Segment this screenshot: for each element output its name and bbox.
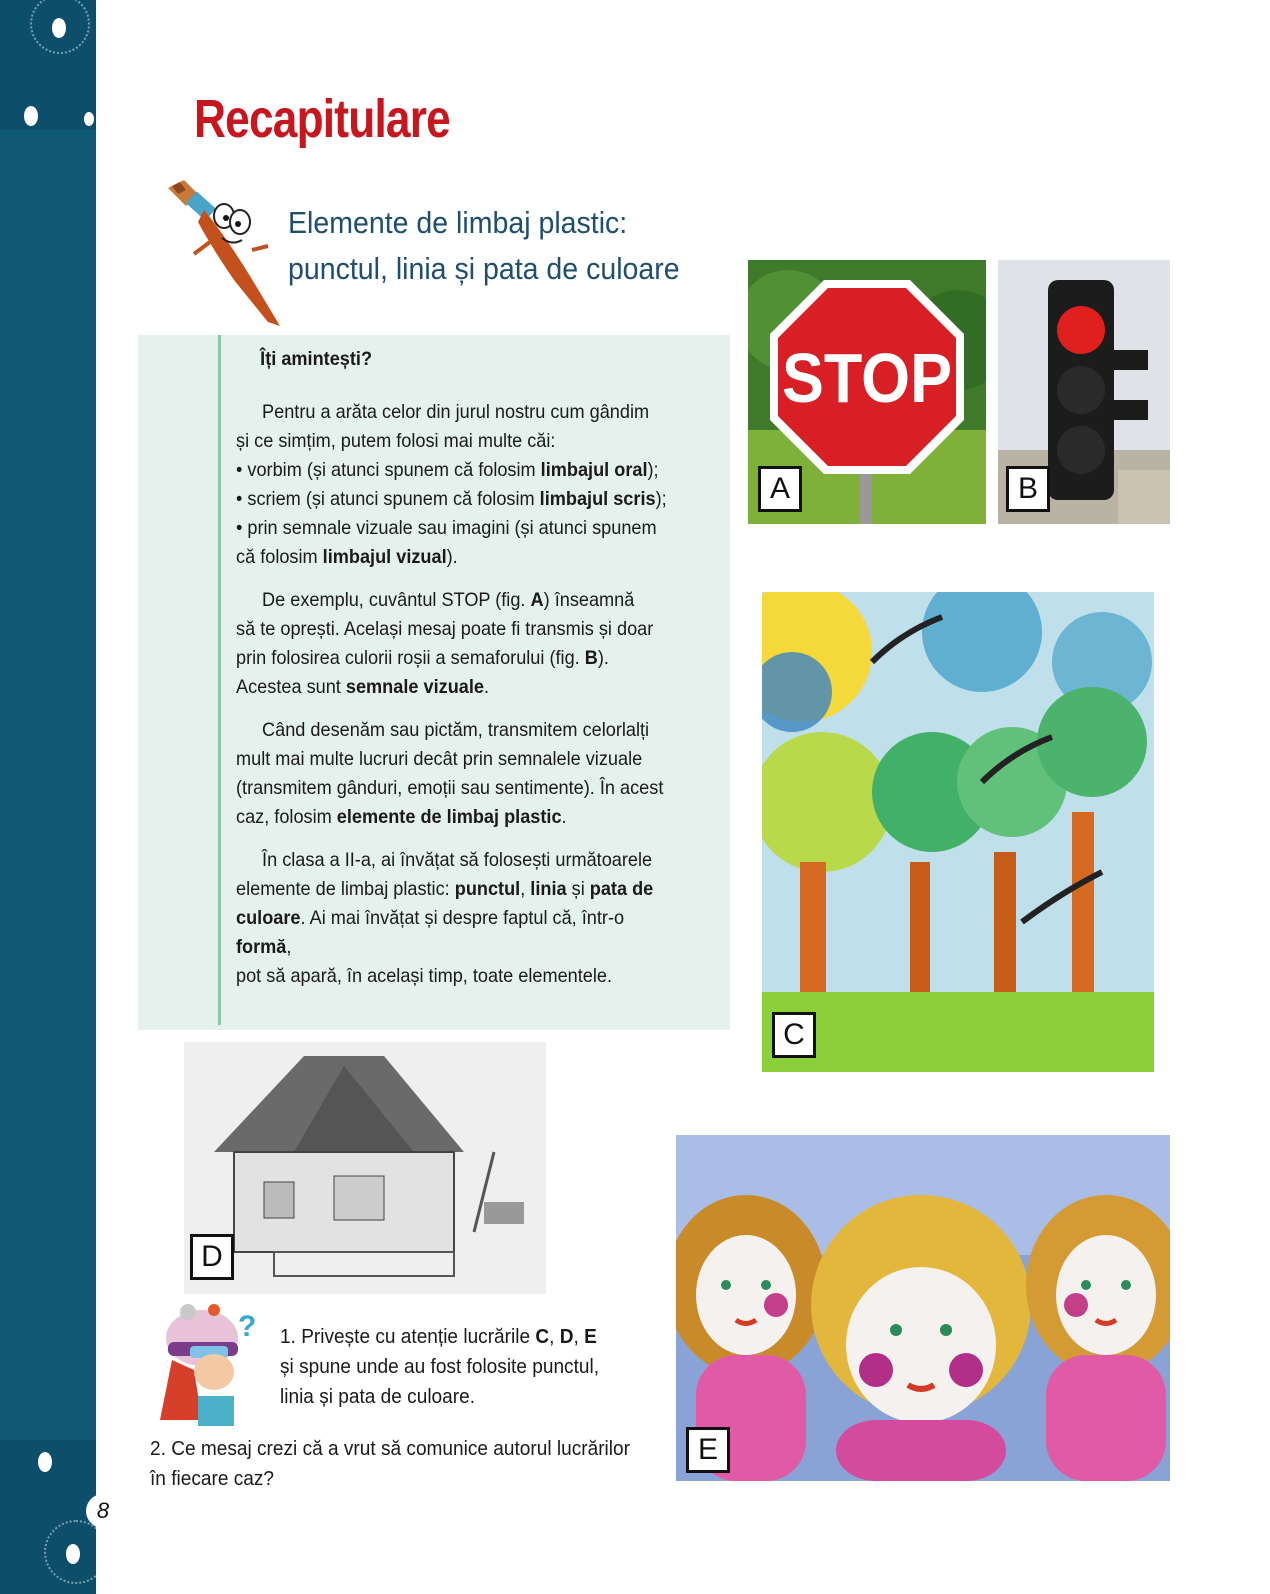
figure-label-c: C bbox=[772, 1012, 816, 1058]
text-span: , bbox=[573, 1325, 585, 1348]
bold-term: B bbox=[584, 647, 598, 669]
figure-label-a: A bbox=[758, 466, 802, 512]
figure-a-stop-sign bbox=[748, 260, 986, 524]
text-line: În clasa a II-a, ai învățat să folosești următoarele bbox=[262, 849, 653, 871]
text-line: Pentru a arăta celor din jurul nostru cum gândim bbox=[262, 401, 650, 423]
text-span: ); bbox=[647, 459, 659, 481]
text-span: . bbox=[483, 676, 490, 698]
bold-term: elemente de limbaj plastic bbox=[336, 806, 562, 828]
bold-term: limbajul oral bbox=[540, 459, 648, 481]
bold-term: A bbox=[530, 589, 544, 611]
text-span: , bbox=[549, 1325, 560, 1348]
dot-decoration bbox=[52, 18, 66, 38]
text-span: . Ai mai învățat și despre faptul că, într-o bbox=[300, 907, 625, 929]
text-line: pot să apară, în același timp, toate elementele. bbox=[236, 965, 613, 987]
text-line: și spune unde au fost folosite punctul, bbox=[280, 1355, 600, 1378]
question-mark-icon: ? bbox=[238, 1310, 257, 1343]
text-line: Când desenăm sau pictăm, transmitem celorlalți bbox=[262, 719, 650, 741]
text-span: Acestea sunt bbox=[236, 676, 346, 698]
section-subtitle bbox=[288, 200, 693, 292]
subtitle-line: punctul, linia și pata de culoare bbox=[288, 251, 680, 286]
text-line: • prin semnale vizuale sau imagini (și atunci spunem bbox=[236, 517, 657, 539]
text-line: și ce simțim, putem folosi mai multe căi: bbox=[236, 430, 556, 452]
figure-c-painting bbox=[762, 592, 1154, 1072]
dot-decoration bbox=[66, 1544, 80, 1564]
note-margin-line bbox=[218, 335, 221, 1025]
bold-term: formă bbox=[236, 936, 287, 958]
dot-decoration bbox=[24, 106, 38, 126]
text-line: să te oprești. Același mesaj poate fi transmis și doar bbox=[236, 618, 654, 640]
bold-term: E bbox=[584, 1325, 597, 1348]
text-line: 2. Ce mesaj crezi că a vrut să comunice autorul lucrărilor bbox=[150, 1437, 630, 1460]
dot-decoration bbox=[84, 112, 94, 126]
text-span: elemente de limbaj plastic: bbox=[236, 878, 455, 900]
text-span: , bbox=[520, 878, 531, 900]
pencil-house-drawing bbox=[184, 1042, 546, 1294]
text-line: linia și pata de culoare. bbox=[280, 1385, 476, 1408]
sidebar-decoration bbox=[0, 0, 96, 1594]
bold-term: punctul bbox=[454, 878, 521, 900]
figure-label-b: B bbox=[1006, 466, 1050, 512]
bold-term: limbajul vizual bbox=[322, 546, 447, 568]
bold-term: C bbox=[535, 1325, 550, 1348]
text-span: și bbox=[566, 878, 590, 900]
text-span: ). bbox=[446, 546, 458, 568]
text-line: mult mai multe lucruri decât prin semnalele vizuale bbox=[236, 748, 643, 770]
note-paragraph-4 bbox=[236, 846, 682, 991]
figure-d-drawing bbox=[184, 1042, 546, 1294]
watercolor-children-painting bbox=[676, 1135, 1170, 1481]
subtitle-line: Elemente de limbaj plastic: bbox=[288, 205, 628, 240]
text-span: ). bbox=[597, 647, 609, 669]
question-2 bbox=[150, 1434, 652, 1494]
text-span: ); bbox=[655, 488, 667, 510]
stop-sign-text: STOP bbox=[782, 339, 952, 417]
dotted-painting-image bbox=[762, 592, 1154, 1072]
text-span: , bbox=[286, 936, 292, 958]
note-paragraph-3 bbox=[236, 716, 682, 832]
text-span: prin folosirea culorii roșii a semaforului (fig. bbox=[236, 647, 585, 669]
text-span: De exemplu, cuvântul STOP (fig. bbox=[262, 589, 531, 611]
bold-term: linia bbox=[530, 878, 567, 900]
question-1 bbox=[280, 1322, 624, 1412]
note-paragraph-1 bbox=[236, 398, 682, 572]
text-line: în fiecare caz? bbox=[150, 1467, 274, 1490]
text-span: 1. Privește cu atenție lucrările bbox=[280, 1325, 536, 1348]
bold-term: semnale vizuale bbox=[345, 676, 484, 698]
text-line: (transmitem gânduri, emoții sau sentimente). În acest bbox=[236, 777, 664, 799]
bold-term: culoare bbox=[236, 907, 301, 929]
note-heading: Îți amintești? bbox=[260, 348, 373, 370]
figure-label-e: E bbox=[686, 1427, 730, 1473]
paintbrush-character-icon bbox=[164, 176, 286, 328]
page-title: Recapitulare bbox=[194, 89, 450, 149]
page-number: 8 bbox=[86, 1494, 120, 1528]
bold-term: limbajul scris bbox=[539, 488, 656, 510]
text-span: că folosim bbox=[236, 546, 323, 568]
figure-e-painting bbox=[676, 1135, 1170, 1481]
text-span: • vorbim (și atunci spunem că folosim bbox=[236, 459, 541, 481]
text-span: . bbox=[561, 806, 567, 828]
figure-label-d: D bbox=[190, 1234, 234, 1280]
text-span: ) înseamnă bbox=[543, 589, 635, 611]
text-span: caz, folosim bbox=[236, 806, 337, 828]
bold-term: pata de bbox=[589, 878, 654, 900]
recap-note-text bbox=[236, 345, 682, 1005]
figure-b-traffic-light bbox=[998, 260, 1170, 524]
bold-term: D bbox=[559, 1325, 574, 1348]
dot-decoration bbox=[38, 1452, 52, 1472]
text-span: • scriem (și atunci spunem că folosim bbox=[236, 488, 540, 510]
note-paragraph-2 bbox=[236, 586, 682, 702]
